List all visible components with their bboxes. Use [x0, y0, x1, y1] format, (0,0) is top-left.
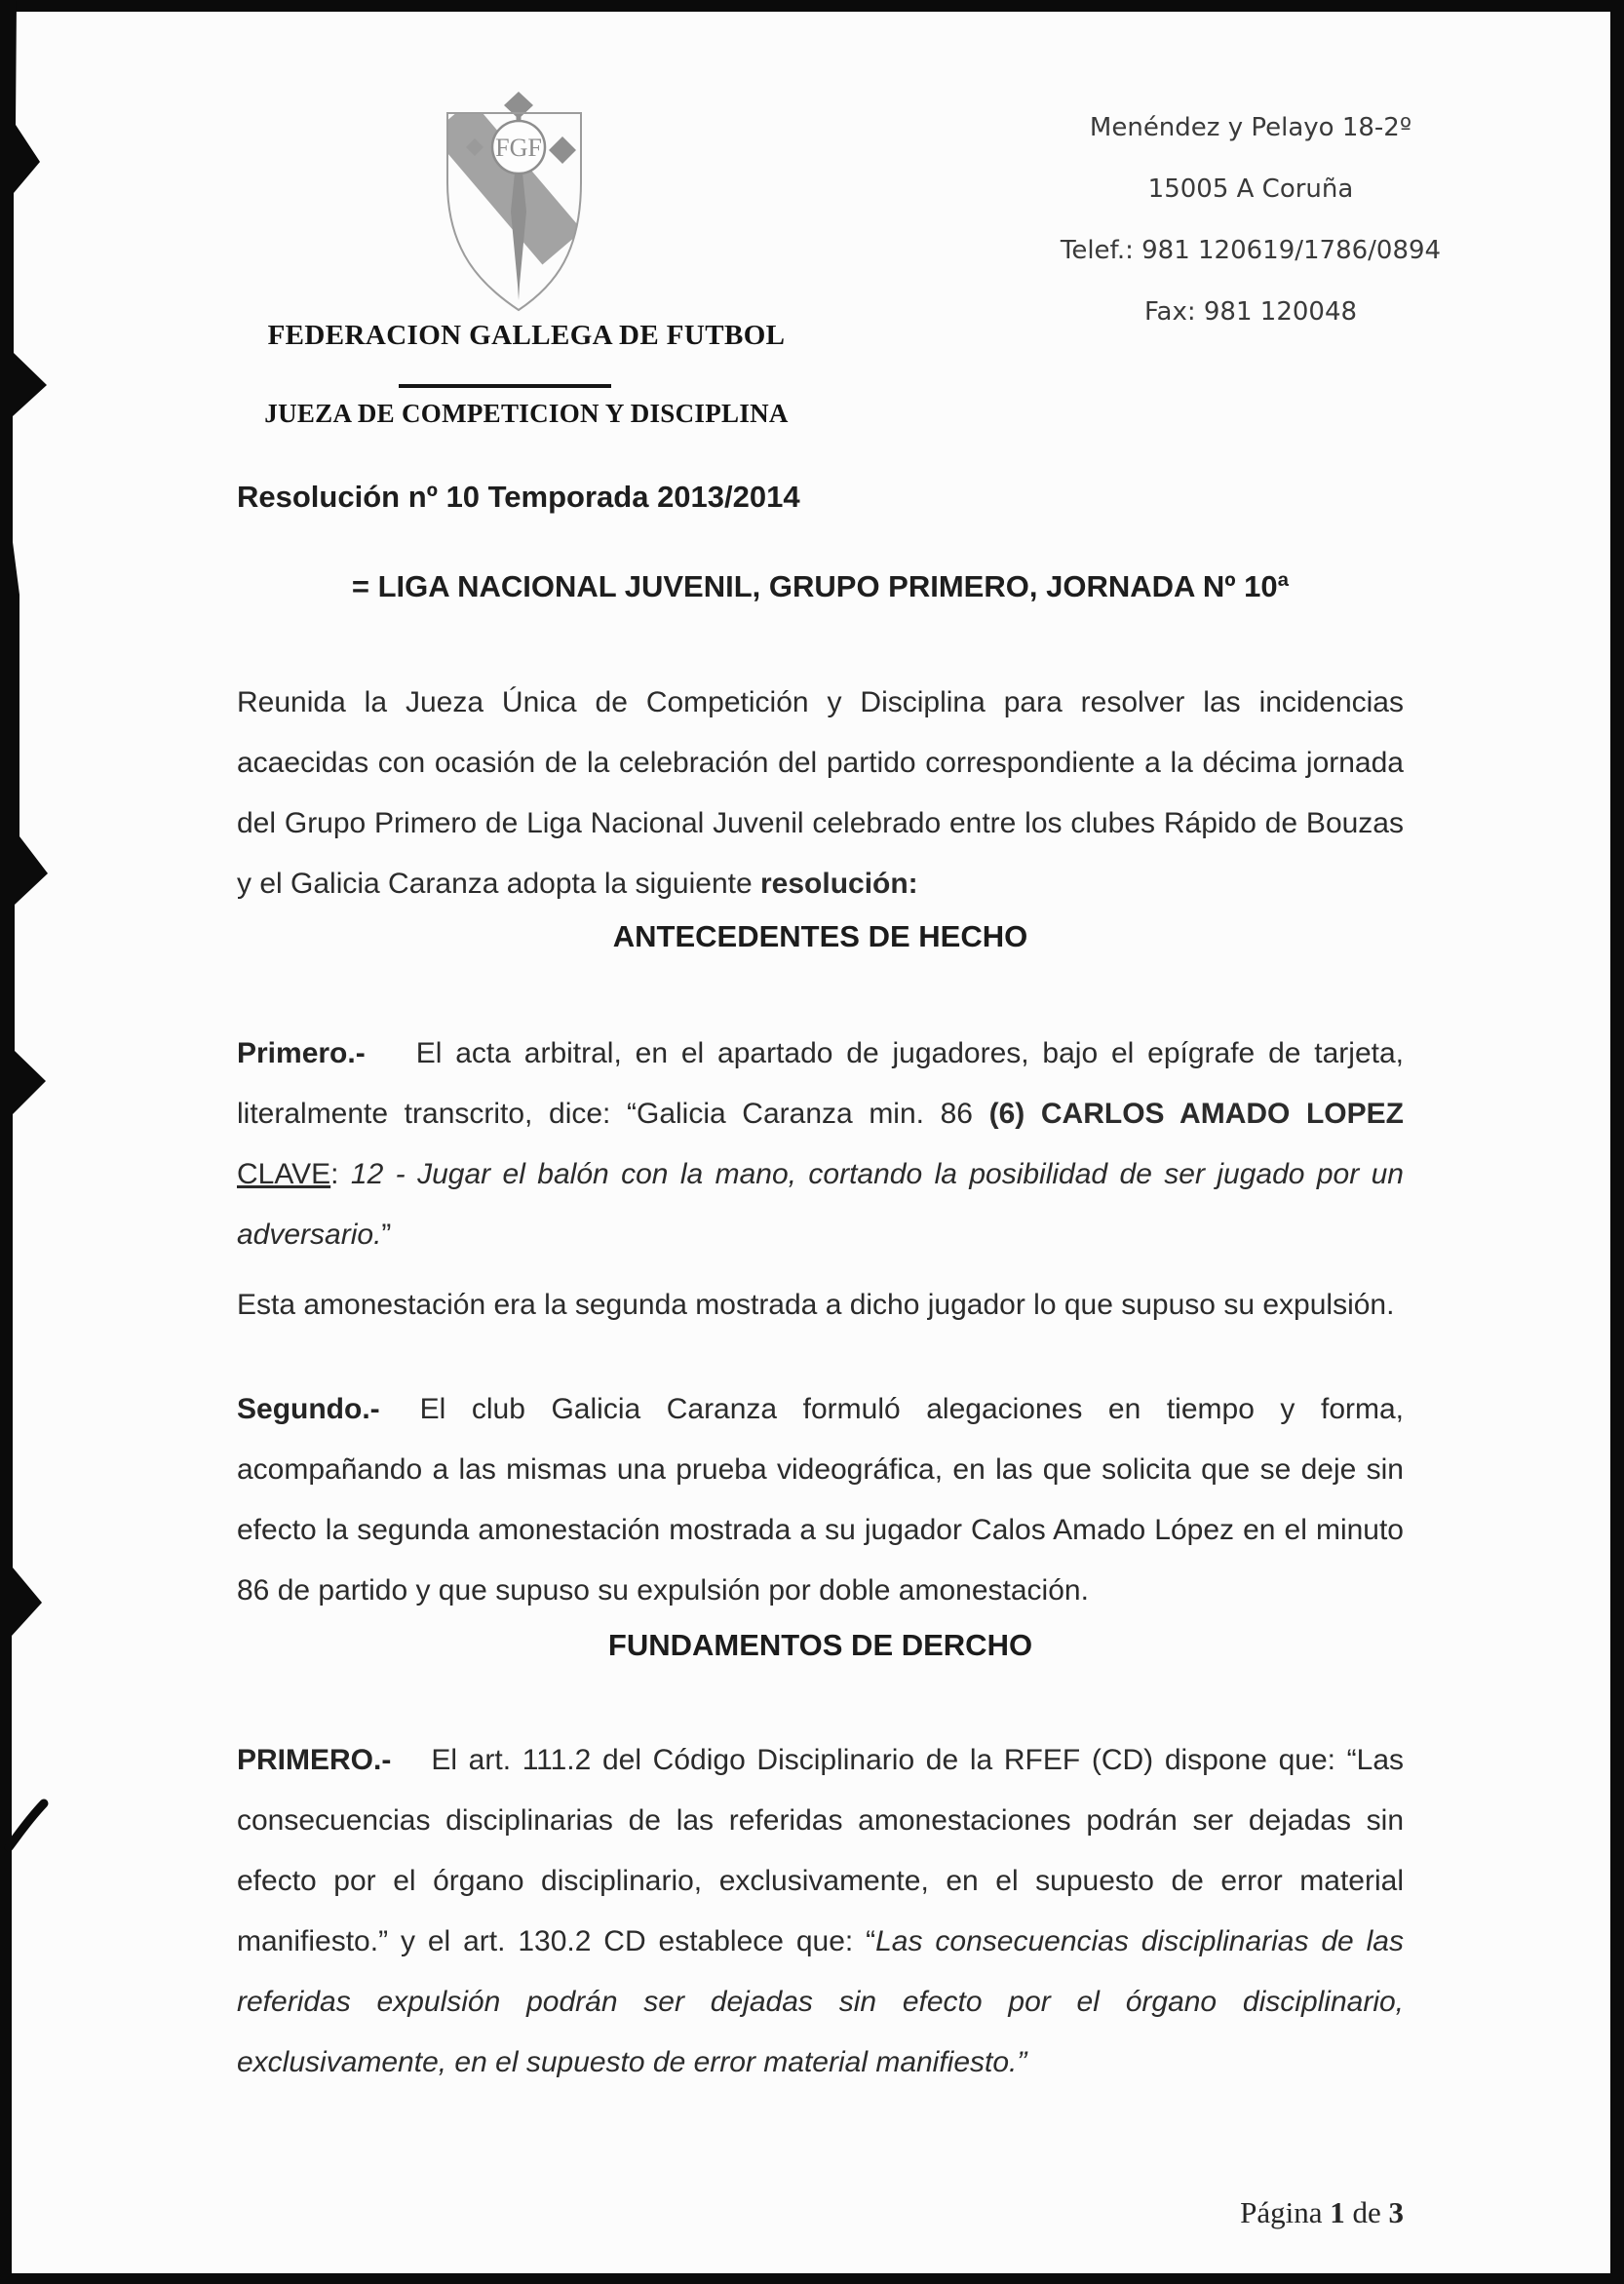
address-line-1: Menéndez y Pelayo 18-2º — [1089, 113, 1412, 142]
letterhead-divider — [399, 384, 611, 388]
primero-player-name: (6) CARLOS AMADO LOPEZ — [988, 1098, 1404, 1130]
intro-text: Reunida la Jueza Única de Competición y Disciplina para resolver las incidencias acaecidas con ocasión de la celebración del partido correspondiente a la décima jornada del Grupo Primero de Liga Nacional Juvenil celebrado entre los clubes Rápido de Bouzas y el Galicia Caranza adopta la siguiente — [237, 686, 1404, 900]
primero-label: Primero.- — [237, 1037, 366, 1069]
contact-block — [1014, 97, 1488, 343]
footer-page-number: 1 — [1330, 2195, 1345, 2229]
scan-torn-left-edge — [0, 0, 58, 2284]
address-line-2: 15005 A Coruña — [1147, 174, 1354, 204]
antecedentes-heading: ANTECEDENTES DE HECHO — [612, 919, 1028, 953]
resolution-subject: = LIGA NACIONAL JUVENIL, GRUPO PRIMERO, JORNADA Nº 10ª — [351, 569, 1290, 603]
fund-primero-label: PRIMERO.- — [237, 1744, 392, 1776]
intro-bold: resolución: — [759, 868, 918, 900]
footer-label: Página — [1240, 2195, 1331, 2229]
fund-primero-quote-italic: Las consecuencias disciplinarias de las referidas expulsión podrán ser dejadas sin efecto por el órgano disciplinario, exclusivamente, en el supuesto de error material manifiesto.” — [237, 1925, 1404, 2078]
fax-line: Fax: 981 120048 — [1143, 297, 1358, 327]
primero-text-2: : — [330, 1158, 351, 1190]
segundo-label: Segundo.- — [237, 1393, 380, 1425]
primero-text-1: El acta arbitral, en el apartado de jugadores, bajo el epígrafe de tarjeta, literalmente transcrito, dice: “Galicia Caranza min. 86 — [237, 1037, 1404, 1130]
nota-paragraph: Esta amonestación era la segunda mostrada a dicho jugador lo que supuso su expulsión. — [237, 1289, 1395, 1321]
intro-paragraph — [237, 673, 1404, 914]
primero-clave: CLAVE — [237, 1158, 331, 1190]
phone-line: Telef.: 981 120619/1786/0894 — [1060, 236, 1442, 265]
logo-monogram: FGF — [495, 134, 542, 162]
department-name: JUEZA DE COMPETICION Y DISCIPLINA — [264, 399, 789, 428]
antecedentes-segundo-paragraph — [237, 1379, 1404, 1621]
fgf-shield-logo — [444, 90, 595, 314]
resolution-title: Resolución nº 10 Temporada 2013/2014 — [237, 480, 800, 514]
antecedentes-primero-paragraph — [237, 1024, 1404, 1265]
footer-total-pages: 3 — [1388, 2195, 1404, 2229]
fund-primero-text-1: El art. 111.2 del Código Disciplinario de la RFEF (CD) dispone que: “Las consecuencias disciplinarias de las referidas amonestaciones podrán ser dejadas sin efecto por el órgano disciplinario, exclusivamente, en el supuesto de error material manifiesto.” y el art. 130.2 CD establece que: “ — [237, 1744, 1404, 1957]
primero-text-3: ” — [381, 1219, 392, 1251]
primero-quote-italic: 12 - Jugar el balón con la mano, cortando la posibilidad de ser jugado por un adversario. — [237, 1158, 1404, 1251]
footer-separator: de — [1344, 2195, 1389, 2229]
scan-border-bottom — [0, 2273, 1624, 2284]
organization-name: FEDERACION GALLEGA DE FUTBOL — [267, 320, 786, 351]
scan-border-top — [0, 0, 1624, 12]
fundamentos-heading: FUNDAMENTOS DE DERCHO — [607, 1628, 1033, 1662]
fundamentos-primero-paragraph — [237, 1730, 1404, 2093]
page-footer — [237, 2195, 1404, 2230]
sword-pommel — [504, 92, 533, 119]
segundo-text: El club Galicia Caranza formuló alegaciones en tiempo y forma, acompañando a las mismas una prueba videográfica, en las que solicita que se deje sin efecto la segunda amonestación mostrada a su jugador Calos Amado López en el minuto 86 de partido y que supuso su expulsión por doble amonestación. — [237, 1393, 1404, 1607]
scan-border-right — [1610, 0, 1624, 2284]
sword-blade — [511, 173, 526, 300]
